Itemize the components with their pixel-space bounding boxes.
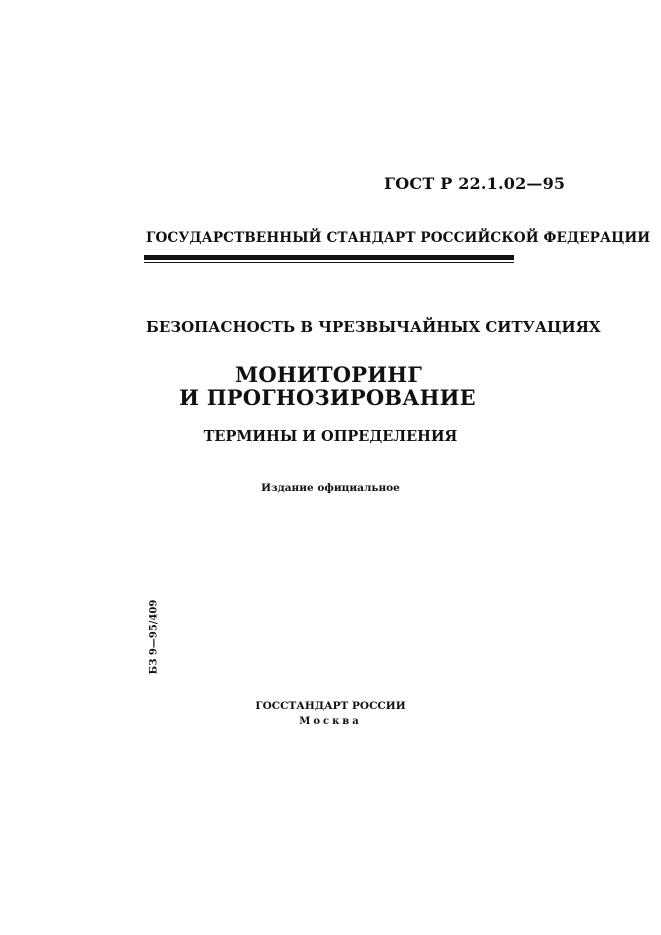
edition-label: Издание официальное bbox=[261, 482, 400, 494]
publisher-name: ГОССТАНДАРТ РОССИИ bbox=[255, 700, 406, 712]
header-rule-thick bbox=[144, 255, 514, 260]
state-standard-heading: ГОСУДАРСТВЕННЫЙ СТАНДАРТ РОССИЙСКОЙ ФЕДЕРАЦИИ bbox=[146, 230, 651, 246]
header-rule-thin bbox=[144, 262, 514, 263]
document-subtitle: ТЕРМИНЫ И ОПРЕДЕЛЕНИЯ bbox=[203, 428, 458, 445]
main-title-line-2: И ПРОГНОЗИРОВАНИЕ bbox=[179, 385, 476, 410]
series-title: БЕЗОПАСНОСТЬ В ЧРЕЗВЫЧАЙНЫХ СИТУАЦИЯХ bbox=[146, 318, 601, 336]
main-title-line-1: МОНИТОРИНГ bbox=[234, 362, 423, 387]
standard-number: ГОСТ Р 22.1.02—95 bbox=[384, 174, 566, 193]
side-catalog-code: БЗ 9—95/409 bbox=[148, 599, 160, 675]
publication-city: Москва bbox=[299, 716, 362, 727]
